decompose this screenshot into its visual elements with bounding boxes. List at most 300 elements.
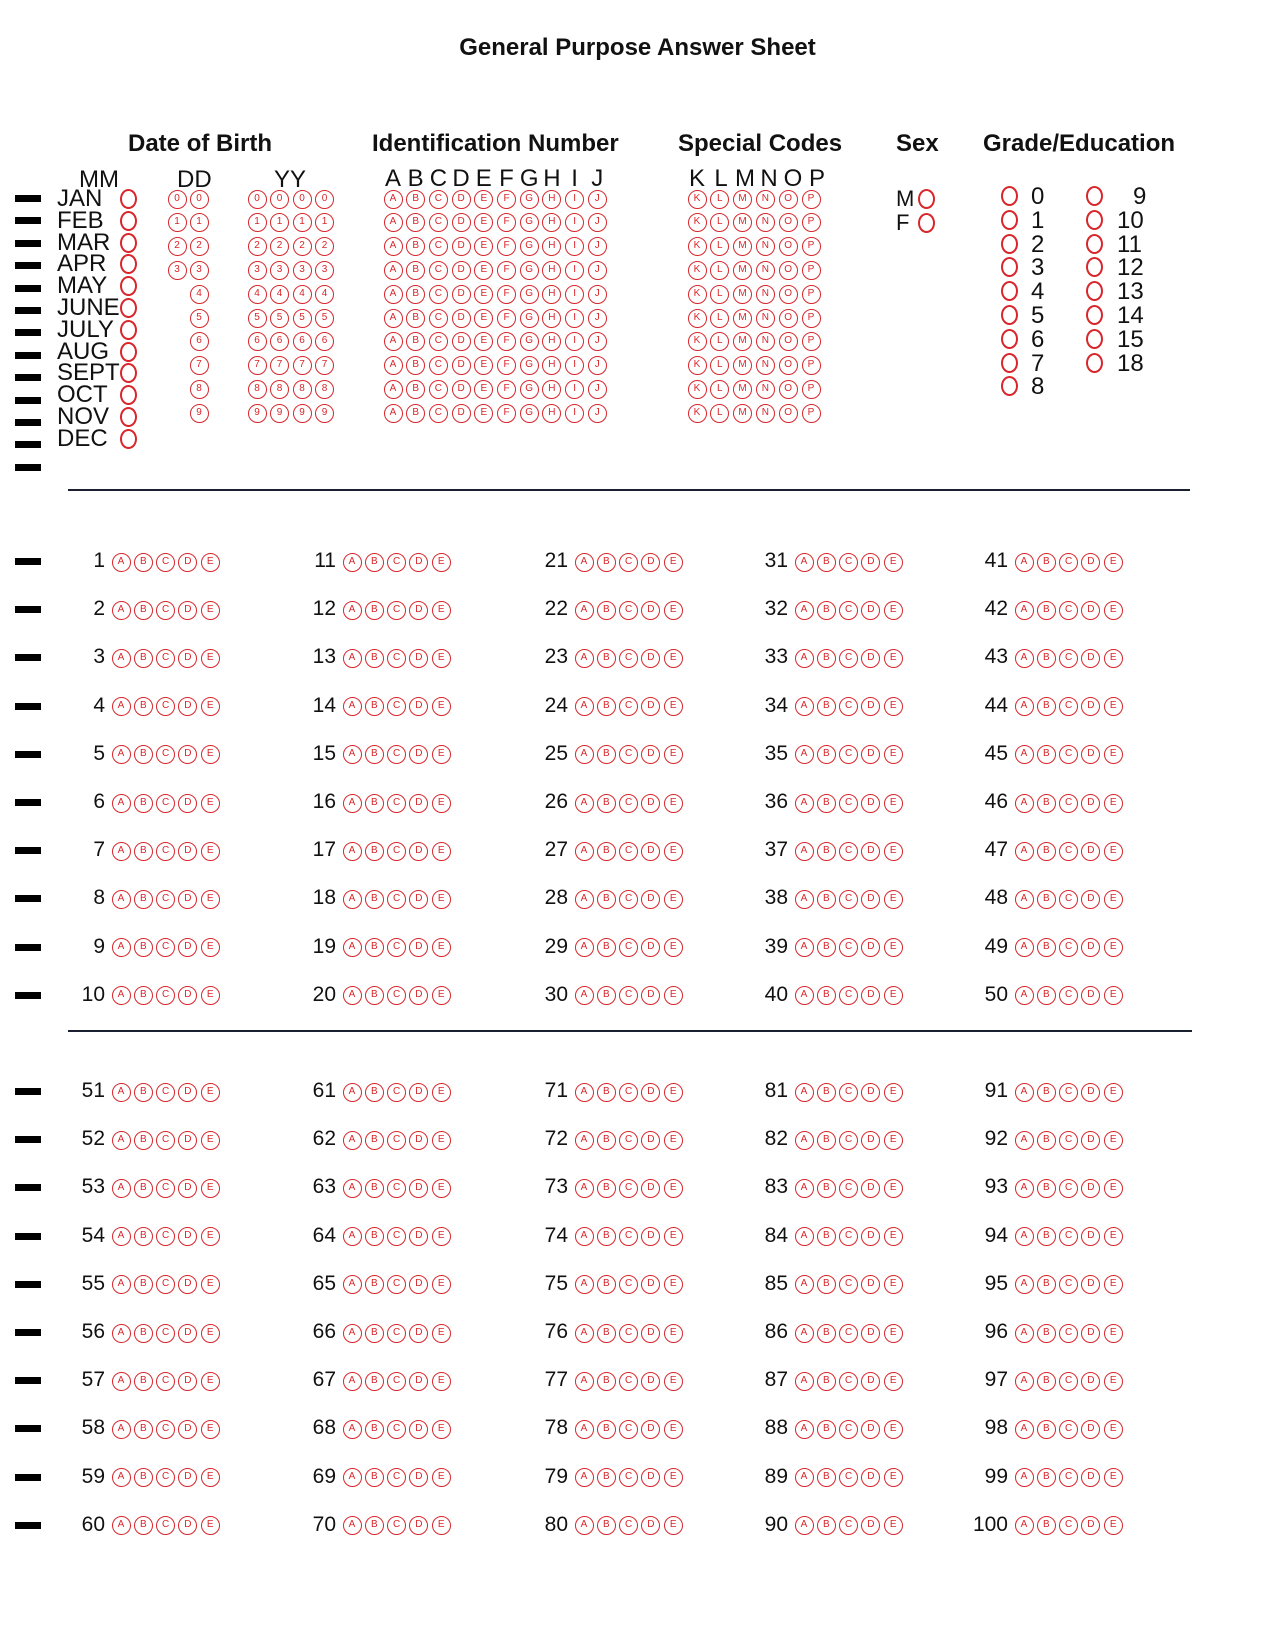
answer-bubble[interactable]: A — [1015, 745, 1034, 764]
answer-bubble[interactable]: A — [795, 986, 814, 1005]
yy-bubble[interactable]: 4 — [293, 285, 312, 304]
answer-bubble[interactable]: B — [597, 1420, 616, 1439]
answer-bubble[interactable]: E — [1104, 1372, 1123, 1391]
answer-bubble[interactable]: D — [641, 1275, 660, 1294]
answer-bubble[interactable]: B — [134, 1131, 153, 1150]
id-bubble[interactable]: A — [384, 380, 403, 399]
answer-bubble[interactable]: D — [409, 1083, 428, 1102]
id-bubble[interactable]: A — [384, 190, 403, 209]
answer-bubble[interactable]: C — [619, 1227, 638, 1246]
answer-bubble[interactable]: A — [343, 1372, 362, 1391]
answer-bubble[interactable]: D — [178, 842, 197, 861]
answer-bubble[interactable]: E — [432, 1324, 451, 1343]
answer-bubble[interactable]: A — [795, 938, 814, 957]
answer-bubble[interactable]: A — [1015, 1227, 1034, 1246]
answer-bubble[interactable]: B — [134, 1468, 153, 1487]
answer-bubble[interactable]: C — [156, 553, 175, 572]
answer-bubble[interactable]: E — [432, 938, 451, 957]
special-code-bubble[interactable]: M — [733, 213, 752, 232]
answer-bubble[interactable]: E — [1104, 986, 1123, 1005]
answer-bubble[interactable]: E — [432, 842, 451, 861]
answer-bubble[interactable]: D — [178, 1420, 197, 1439]
answer-bubble[interactable]: D — [409, 601, 428, 620]
answer-bubble[interactable]: E — [1104, 697, 1123, 716]
id-bubble[interactable]: H — [542, 261, 561, 280]
answer-bubble[interactable]: A — [795, 1227, 814, 1246]
id-bubble[interactable]: D — [452, 213, 471, 232]
yy-bubble[interactable]: 1 — [270, 213, 289, 232]
answer-bubble[interactable]: A — [1015, 1179, 1034, 1198]
answer-bubble[interactable]: C — [839, 1131, 858, 1150]
id-bubble[interactable]: G — [520, 356, 539, 375]
answer-bubble[interactable]: B — [817, 1131, 836, 1150]
answer-bubble[interactable]: D — [409, 745, 428, 764]
answer-bubble[interactable]: C — [1059, 986, 1078, 1005]
answer-bubble[interactable]: A — [575, 1227, 594, 1246]
answer-bubble[interactable]: B — [597, 1131, 616, 1150]
id-bubble[interactable]: E — [474, 213, 493, 232]
answer-bubble[interactable]: D — [178, 1131, 197, 1150]
answer-bubble[interactable]: D — [409, 1468, 428, 1487]
answer-bubble[interactable]: B — [817, 938, 836, 957]
answer-bubble[interactable]: A — [343, 1083, 362, 1102]
answer-bubble[interactable]: A — [343, 1275, 362, 1294]
answer-bubble[interactable]: E — [1104, 1516, 1123, 1535]
id-bubble[interactable]: C — [429, 213, 448, 232]
answer-bubble[interactable]: E — [884, 1468, 903, 1487]
answer-bubble[interactable]: E — [201, 697, 220, 716]
special-code-bubble[interactable]: N — [756, 356, 775, 375]
answer-bubble[interactable]: C — [387, 601, 406, 620]
special-code-bubble[interactable]: K — [688, 332, 707, 351]
answer-bubble[interactable]: E — [884, 601, 903, 620]
id-bubble[interactable]: C — [429, 380, 448, 399]
answer-bubble[interactable]: A — [575, 986, 594, 1005]
answer-bubble[interactable]: D — [178, 1324, 197, 1343]
answer-bubble[interactable]: B — [134, 553, 153, 572]
answer-bubble[interactable]: D — [409, 1179, 428, 1198]
special-code-bubble[interactable]: L — [710, 356, 729, 375]
answer-bubble[interactable]: E — [201, 1324, 220, 1343]
special-code-bubble[interactable]: P — [802, 380, 821, 399]
answer-bubble[interactable]: C — [839, 890, 858, 909]
answer-bubble[interactable]: C — [1059, 1372, 1078, 1391]
answer-bubble[interactable]: E — [1104, 601, 1123, 620]
answer-bubble[interactable]: D — [1081, 553, 1100, 572]
answer-bubble[interactable]: C — [619, 986, 638, 1005]
answer-bubble[interactable]: E — [201, 1083, 220, 1102]
special-code-bubble[interactable]: K — [688, 285, 707, 304]
id-bubble[interactable]: C — [429, 237, 448, 256]
answer-bubble[interactable]: E — [201, 794, 220, 813]
answer-bubble[interactable]: D — [1081, 1420, 1100, 1439]
answer-bubble[interactable]: E — [884, 890, 903, 909]
answer-bubble[interactable]: D — [1081, 1227, 1100, 1246]
answer-bubble[interactable]: B — [134, 745, 153, 764]
answer-bubble[interactable]: D — [1081, 1179, 1100, 1198]
answer-bubble[interactable]: E — [664, 938, 683, 957]
answer-bubble[interactable]: A — [343, 938, 362, 957]
yy-bubble[interactable]: 1 — [248, 213, 267, 232]
answer-bubble[interactable]: C — [387, 1227, 406, 1246]
yy-bubble[interactable]: 8 — [248, 380, 267, 399]
answer-bubble[interactable]: C — [156, 938, 175, 957]
answer-bubble[interactable]: C — [156, 842, 175, 861]
answer-bubble[interactable]: B — [365, 1131, 384, 1150]
answer-bubble[interactable]: A — [795, 1516, 814, 1535]
answer-bubble[interactable]: C — [839, 553, 858, 572]
answer-bubble[interactable]: C — [839, 697, 858, 716]
answer-bubble[interactable]: C — [1059, 1083, 1078, 1102]
answer-bubble[interactable]: D — [641, 1179, 660, 1198]
answer-bubble[interactable]: B — [1037, 553, 1056, 572]
yy-bubble[interactable]: 0 — [270, 190, 289, 209]
answer-bubble[interactable]: A — [343, 1420, 362, 1439]
answer-bubble[interactable]: A — [343, 1516, 362, 1535]
id-bubble[interactable]: B — [406, 285, 425, 304]
answer-bubble[interactable]: C — [387, 986, 406, 1005]
answer-bubble[interactable]: D — [409, 649, 428, 668]
id-bubble[interactable]: A — [384, 285, 403, 304]
id-bubble[interactable]: D — [452, 356, 471, 375]
answer-bubble[interactable]: C — [1059, 1324, 1078, 1343]
answer-bubble[interactable]: E — [432, 1179, 451, 1198]
answer-bubble[interactable]: B — [1037, 1468, 1056, 1487]
answer-bubble[interactable]: C — [387, 1131, 406, 1150]
answer-bubble[interactable]: A — [112, 794, 131, 813]
answer-bubble[interactable]: D — [178, 1372, 197, 1391]
answer-bubble[interactable]: D — [861, 1275, 880, 1294]
id-bubble[interactable]: I — [565, 237, 584, 256]
special-code-bubble[interactable]: K — [688, 190, 707, 209]
special-code-bubble[interactable]: K — [688, 404, 707, 423]
yy-bubble[interactable]: 5 — [293, 309, 312, 328]
special-code-bubble[interactable]: M — [733, 404, 752, 423]
answer-bubble[interactable]: A — [795, 649, 814, 668]
answer-bubble[interactable]: D — [409, 553, 428, 572]
answer-bubble[interactable]: B — [817, 1227, 836, 1246]
answer-bubble[interactable]: A — [343, 1131, 362, 1150]
answer-bubble[interactable]: A — [795, 1372, 814, 1391]
answer-bubble[interactable]: B — [1037, 601, 1056, 620]
answer-bubble[interactable]: E — [884, 1420, 903, 1439]
yy-bubble[interactable]: 9 — [293, 404, 312, 423]
answer-bubble[interactable]: A — [343, 1468, 362, 1487]
answer-bubble[interactable]: C — [839, 794, 858, 813]
id-bubble[interactable]: A — [384, 356, 403, 375]
answer-bubble[interactable]: D — [641, 697, 660, 716]
answer-bubble[interactable]: A — [343, 553, 362, 572]
id-bubble[interactable]: C — [429, 356, 448, 375]
answer-bubble[interactable]: B — [365, 601, 384, 620]
id-bubble[interactable]: H — [542, 309, 561, 328]
answer-bubble[interactable]: E — [432, 794, 451, 813]
answer-bubble[interactable]: E — [432, 1420, 451, 1439]
answer-bubble[interactable]: A — [112, 1324, 131, 1343]
answer-bubble[interactable]: E — [201, 553, 220, 572]
answer-bubble[interactable]: A — [575, 697, 594, 716]
answer-bubble[interactable]: D — [641, 938, 660, 957]
answer-bubble[interactable]: E — [201, 1420, 220, 1439]
yy-bubble[interactable]: 7 — [293, 356, 312, 375]
yy-bubble[interactable]: 9 — [270, 404, 289, 423]
answer-bubble[interactable]: A — [343, 794, 362, 813]
special-code-bubble[interactable]: O — [779, 261, 798, 280]
id-bubble[interactable]: E — [474, 261, 493, 280]
answer-bubble[interactable]: E — [1104, 649, 1123, 668]
answer-bubble[interactable]: D — [178, 649, 197, 668]
answer-bubble[interactable]: D — [861, 986, 880, 1005]
dd-ones-bubble[interactable]: 5 — [190, 309, 209, 328]
dd-ones-bubble[interactable]: 4 — [190, 285, 209, 304]
answer-bubble[interactable]: D — [641, 890, 660, 909]
answer-bubble[interactable]: C — [387, 697, 406, 716]
answer-bubble[interactable]: C — [156, 649, 175, 668]
answer-bubble[interactable]: E — [201, 1275, 220, 1294]
special-code-bubble[interactable]: P — [802, 285, 821, 304]
answer-bubble[interactable]: C — [619, 1324, 638, 1343]
id-bubble[interactable]: D — [452, 380, 471, 399]
answer-bubble[interactable]: B — [597, 649, 616, 668]
answer-bubble[interactable]: A — [575, 1420, 594, 1439]
yy-bubble[interactable]: 2 — [270, 237, 289, 256]
answer-bubble[interactable]: A — [112, 1516, 131, 1535]
answer-bubble[interactable]: C — [839, 1324, 858, 1343]
answer-bubble[interactable]: C — [619, 1468, 638, 1487]
answer-bubble[interactable]: E — [201, 986, 220, 1005]
id-bubble[interactable]: C — [429, 332, 448, 351]
answer-bubble[interactable]: C — [619, 649, 638, 668]
answer-bubble[interactable]: A — [575, 745, 594, 764]
answer-bubble[interactable]: B — [365, 1372, 384, 1391]
answer-bubble[interactable]: D — [1081, 697, 1100, 716]
id-bubble[interactable]: J — [588, 356, 607, 375]
answer-bubble[interactable]: D — [641, 1516, 660, 1535]
answer-bubble[interactable]: E — [1104, 1324, 1123, 1343]
answer-bubble[interactable]: C — [387, 1324, 406, 1343]
special-code-bubble[interactable]: O — [779, 404, 798, 423]
answer-bubble[interactable]: E — [1104, 794, 1123, 813]
answer-bubble[interactable]: A — [1015, 1468, 1034, 1487]
answer-bubble[interactable]: E — [664, 1516, 683, 1535]
answer-bubble[interactable]: E — [1104, 1275, 1123, 1294]
answer-bubble[interactable]: A — [343, 745, 362, 764]
answer-bubble[interactable]: E — [201, 1516, 220, 1535]
special-code-bubble[interactable]: K — [688, 237, 707, 256]
yy-bubble[interactable]: 2 — [315, 237, 334, 256]
answer-bubble[interactable]: B — [817, 842, 836, 861]
answer-bubble[interactable]: B — [597, 1083, 616, 1102]
special-code-bubble[interactable]: K — [688, 380, 707, 399]
answer-bubble[interactable]: D — [641, 986, 660, 1005]
answer-bubble[interactable]: A — [1015, 1420, 1034, 1439]
yy-bubble[interactable]: 2 — [293, 237, 312, 256]
answer-bubble[interactable]: D — [861, 1420, 880, 1439]
answer-bubble[interactable]: D — [641, 794, 660, 813]
answer-bubble[interactable]: C — [839, 986, 858, 1005]
answer-bubble[interactable]: A — [1015, 1275, 1034, 1294]
answer-bubble[interactable]: D — [409, 890, 428, 909]
id-bubble[interactable]: G — [520, 261, 539, 280]
special-code-bubble[interactable]: P — [802, 190, 821, 209]
answer-bubble[interactable]: B — [817, 697, 836, 716]
answer-bubble[interactable]: C — [1059, 890, 1078, 909]
answer-bubble[interactable]: A — [112, 1227, 131, 1246]
answer-bubble[interactable]: A — [575, 1372, 594, 1391]
special-code-bubble[interactable]: L — [710, 237, 729, 256]
answer-bubble[interactable]: C — [156, 890, 175, 909]
answer-bubble[interactable]: D — [861, 1083, 880, 1102]
answer-bubble[interactable]: A — [112, 842, 131, 861]
answer-bubble[interactable]: D — [1081, 1372, 1100, 1391]
answer-bubble[interactable]: A — [795, 1275, 814, 1294]
answer-bubble[interactable]: C — [1059, 1420, 1078, 1439]
answer-bubble[interactable]: A — [112, 890, 131, 909]
answer-bubble[interactable]: B — [1037, 842, 1056, 861]
answer-bubble[interactable]: C — [619, 938, 638, 957]
answer-bubble[interactable]: E — [432, 745, 451, 764]
special-code-bubble[interactable]: P — [802, 332, 821, 351]
id-bubble[interactable]: I — [565, 213, 584, 232]
answer-bubble[interactable]: E — [884, 745, 903, 764]
id-bubble[interactable]: F — [497, 404, 516, 423]
id-bubble[interactable]: D — [452, 285, 471, 304]
answer-bubble[interactable]: E — [201, 890, 220, 909]
special-code-bubble[interactable]: N — [756, 190, 775, 209]
id-bubble[interactable]: D — [452, 190, 471, 209]
answer-bubble[interactable]: E — [884, 1179, 903, 1198]
id-bubble[interactable]: J — [588, 213, 607, 232]
answer-bubble[interactable]: C — [387, 890, 406, 909]
answer-bubble[interactable]: B — [134, 1083, 153, 1102]
dd-ones-bubble[interactable]: 9 — [190, 404, 209, 423]
id-bubble[interactable]: I — [565, 285, 584, 304]
answer-bubble[interactable]: A — [112, 1420, 131, 1439]
id-bubble[interactable]: E — [474, 309, 493, 328]
answer-bubble[interactable]: D — [1081, 890, 1100, 909]
yy-bubble[interactable]: 5 — [315, 309, 334, 328]
answer-bubble[interactable]: E — [884, 1227, 903, 1246]
answer-bubble[interactable]: D — [861, 553, 880, 572]
answer-bubble[interactable]: C — [839, 842, 858, 861]
answer-bubble[interactable]: D — [861, 1131, 880, 1150]
id-bubble[interactable]: H — [542, 404, 561, 423]
answer-bubble[interactable]: A — [795, 794, 814, 813]
answer-bubble[interactable]: E — [664, 745, 683, 764]
dd-ones-bubble[interactable]: 6 — [190, 332, 209, 351]
answer-bubble[interactable]: D — [1081, 1083, 1100, 1102]
answer-bubble[interactable]: C — [156, 1420, 175, 1439]
dd-ones-bubble[interactable]: 0 — [190, 190, 209, 209]
answer-bubble[interactable]: B — [597, 842, 616, 861]
answer-bubble[interactable]: B — [1037, 1131, 1056, 1150]
id-bubble[interactable]: F — [497, 332, 516, 351]
answer-bubble[interactable]: D — [178, 1275, 197, 1294]
id-bubble[interactable]: J — [588, 285, 607, 304]
answer-bubble[interactable]: A — [343, 1324, 362, 1343]
answer-bubble[interactable]: D — [178, 1516, 197, 1535]
answer-bubble[interactable]: E — [664, 1083, 683, 1102]
answer-bubble[interactable]: E — [664, 1324, 683, 1343]
id-bubble[interactable]: E — [474, 285, 493, 304]
special-code-bubble[interactable]: N — [756, 380, 775, 399]
answer-bubble[interactable]: D — [861, 745, 880, 764]
answer-bubble[interactable]: C — [156, 1083, 175, 1102]
answer-bubble[interactable]: D — [1081, 794, 1100, 813]
id-bubble[interactable]: J — [588, 380, 607, 399]
answer-bubble[interactable]: D — [1081, 1468, 1100, 1487]
answer-bubble[interactable]: C — [156, 697, 175, 716]
answer-bubble[interactable]: A — [343, 986, 362, 1005]
id-bubble[interactable]: E — [474, 190, 493, 209]
special-code-bubble[interactable]: P — [802, 213, 821, 232]
answer-bubble[interactable]: E — [884, 842, 903, 861]
special-code-bubble[interactable]: K — [688, 213, 707, 232]
answer-bubble[interactable]: B — [1037, 794, 1056, 813]
answer-bubble[interactable]: D — [641, 1083, 660, 1102]
id-bubble[interactable]: E — [474, 332, 493, 351]
id-bubble[interactable]: J — [588, 261, 607, 280]
answer-bubble[interactable]: A — [112, 697, 131, 716]
yy-bubble[interactable]: 4 — [315, 285, 334, 304]
answer-bubble[interactable]: B — [817, 1516, 836, 1535]
answer-bubble[interactable]: E — [1104, 1227, 1123, 1246]
special-code-bubble[interactable]: L — [710, 380, 729, 399]
id-bubble[interactable]: J — [588, 309, 607, 328]
answer-bubble[interactable]: B — [134, 1420, 153, 1439]
special-code-bubble[interactable]: P — [802, 404, 821, 423]
special-code-bubble[interactable]: M — [733, 285, 752, 304]
answer-bubble[interactable]: A — [1015, 1131, 1034, 1150]
special-code-bubble[interactable]: M — [733, 356, 752, 375]
answer-bubble[interactable]: C — [156, 745, 175, 764]
special-code-bubble[interactable]: L — [710, 309, 729, 328]
answer-bubble[interactable]: E — [432, 1275, 451, 1294]
special-code-bubble[interactable]: P — [802, 261, 821, 280]
answer-bubble[interactable]: B — [597, 890, 616, 909]
id-bubble[interactable]: G — [520, 237, 539, 256]
answer-bubble[interactable]: D — [861, 601, 880, 620]
answer-bubble[interactable]: C — [1059, 938, 1078, 957]
answer-bubble[interactable]: B — [365, 1468, 384, 1487]
answer-bubble[interactable]: C — [387, 553, 406, 572]
answer-bubble[interactable]: C — [619, 601, 638, 620]
answer-bubble[interactable]: B — [134, 794, 153, 813]
answer-bubble[interactable]: A — [112, 601, 131, 620]
answer-bubble[interactable]: B — [365, 890, 384, 909]
answer-bubble[interactable]: D — [409, 794, 428, 813]
special-code-bubble[interactable]: O — [779, 332, 798, 351]
id-bubble[interactable]: B — [406, 213, 425, 232]
id-bubble[interactable]: F — [497, 237, 516, 256]
answer-bubble[interactable]: D — [1081, 601, 1100, 620]
answer-bubble[interactable]: D — [641, 842, 660, 861]
id-bubble[interactable]: B — [406, 404, 425, 423]
id-bubble[interactable]: B — [406, 380, 425, 399]
id-bubble[interactable]: H — [542, 285, 561, 304]
answer-bubble[interactable]: C — [387, 842, 406, 861]
answer-bubble[interactable]: D — [1081, 986, 1100, 1005]
yy-bubble[interactable]: 1 — [293, 213, 312, 232]
answer-bubble[interactable]: B — [817, 794, 836, 813]
answer-bubble[interactable]: B — [134, 1275, 153, 1294]
answer-bubble[interactable]: A — [112, 1372, 131, 1391]
answer-bubble[interactable]: E — [1104, 890, 1123, 909]
answer-bubble[interactable]: D — [1081, 1275, 1100, 1294]
id-bubble[interactable]: I — [565, 309, 584, 328]
answer-bubble[interactable]: C — [839, 938, 858, 957]
answer-bubble[interactable]: D — [641, 1468, 660, 1487]
